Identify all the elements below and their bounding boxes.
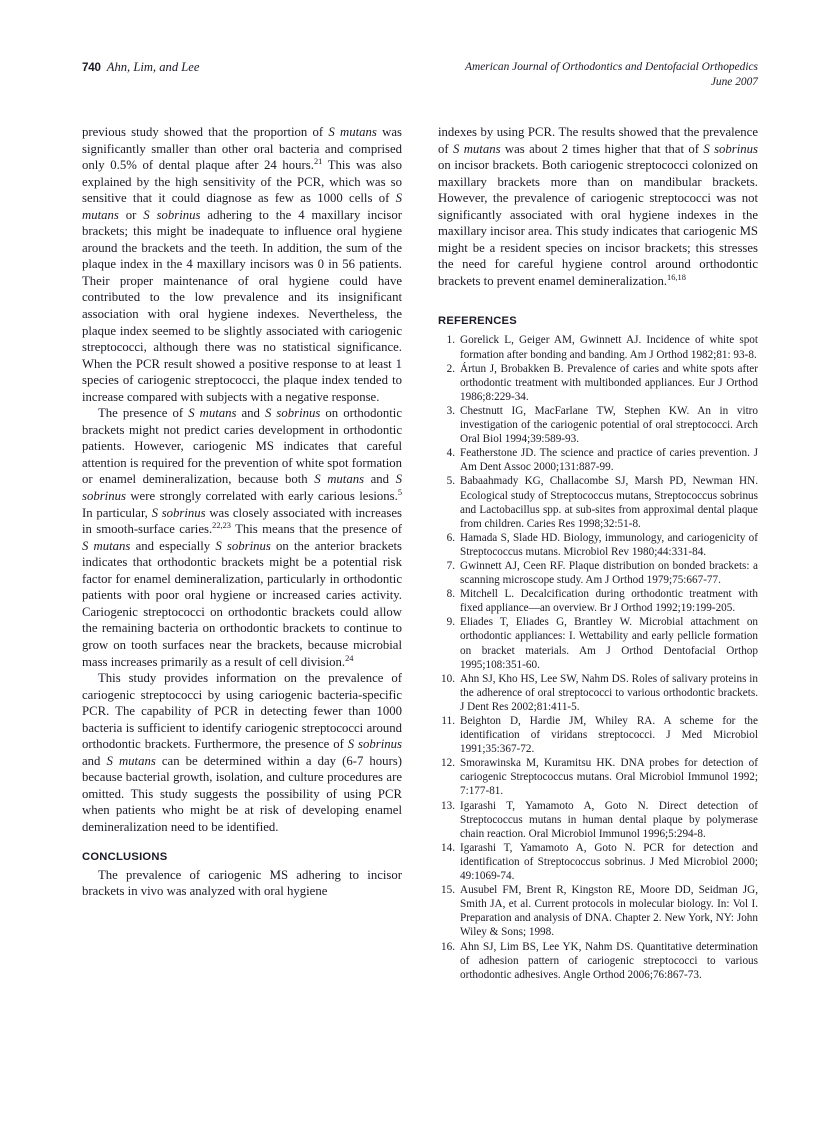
reference-number: 5. [446,475,455,488]
page-number: 740 [82,61,101,74]
reference-text: Beighton D, Hardie JM, Whiley RA. A scheme for the identification of viridans streptococci. J Med Microbiol 1991;35:367-72. [460,715,758,756]
reference-number: 3. [446,404,455,417]
section-heading-conclusions: CONCLUSIONS [82,850,168,863]
reference-text: Mitchell L. Decalcification during orthodontic treatment with fixed appliance—an overview. Br J Orthod 1992;19:199-205. [460,588,758,615]
reference-item [438,404,758,446]
reference-number: 11. [441,715,455,727]
section-heading-references: REFERENCES [438,315,517,328]
reference-item [438,940,758,982]
right-column [438,124,758,982]
reference-number: 4. [446,447,455,460]
reference-text: Smorawinska M, Kuramitsu HK. DNA probes for detection of cariogenic Streptococcus mutans. Oral Microbiol Immunol 1992; 7:177-81. [460,757,758,798]
paragraph: The prevalence of cariogenic MS adhering to incisor brackets in vivo was analyzed with oral hygiene [82,867,402,899]
reference-number: 10. [441,672,455,685]
reference-number: 1. [446,334,455,347]
paragraph: previous study showed that the proportion of S mutans was significantly smaller than other oral bacteria and comprised only 0.5% of dental plaque after 24 hours.$^{21}$ This was also explained by the high sensitivity of the PCR, which was so sensitive that it could diagnose as few as 1000 cells of S mutans or S sobrinus adhering to the 4 maxillary incisor brackets; this might be inadequate to influence oral hygiene around the brackets and the teeth. In addition, the sum of the plaque index in the 4 maxillary incisors was 0 in 56 patients. Their proper maintenance of oral hygiene could have contributed to the low prevalence and its insignificant association with oral hygiene indexes. Nevertheless, the plaque index seemed to be slightly associated with cariogenic streptococci, although there was no statistical significance. When the PCR result showed a positive response to at least 1 species of cariogenic streptococci, the plaque index tended to increase compared with subjects with a negative response. [82,125,402,404]
reference-text: Eliades T, Eliades G, Brantley W. Microbial attachment on orthodontic appliances: I. Wettability and early pellicle formation on bracket materials. Am J Orthod Dentofacial Orthop 1995;108:351-60. [460,616,758,671]
reference-number: 14. [441,841,455,854]
reference-number: 7. [446,559,455,572]
reference-item [438,587,758,615]
reference-text: Ausubel FM, Brent R, Kingston RE, Moore DD, Seidman JG, Smith JA, et al. Current protocols in molecular biology. In: Vol I. Preparation and analysis of DNA. Chapter 2. New York, NY: John Wiley & Sons; 1998. [460,884,758,939]
paragraph: indexes by using PCR. The results showed that the prevalence of S mutans was about 2 times higher that that of S sobrinus on incisor brackets. Both cariogenic streptococci colonized on maxillary brackets more than on mandibular brackets. However, the prevalence of cariogenic streptococci was not significantly associated with oral hygiene indexes in the maxillary incisor area. This study indicates that cariogenic MS might be a resident species on incisor brackets; this stresses the need for careful hygiene control around orthodontic brackets to prevent enamel demineralization.$^{16,18}$ [438,125,759,288]
reference-text: Ártun J, Brobakken B. Prevalence of caries and white spots after orthodontic treatment with multibonded appliances. Eur J Orthod 1986;8:229-34. [460,362,758,403]
reference-item [438,756,758,798]
paragraph: The presence of S mutans and S sobrinus on orthodontic brackets might not predict caries development in orthodontic patients. However, cariogenic MS indicates that careful attention is required for the prevention of white spot formation or enamel demineralization, because both S mutans and S sobrinus were strongly correlated with early carious lesions.$^5$ In particular, S sobrinus was closely associated with increases in smooth-surface caries.$^{22,23}$ This means that the presence of S mutans and especially S sobrinus on the anterior brackets indicates that orthodontic brackets might be a potential risk factor for enamel demineralization, particularly in orthodontic patients with poor oral hygiene or increased caries activity. Cariogenic streptococci on orthodontic brackets could allow the remaining bacteria on orthodontic brackets to continue to grow on tooth surfaces near the brackets, because microbial mass increases primarily as a result of cell division.$^{24}$ [82,406,403,669]
journal-title: American Journal of Orthodontics and Dentofacial Orthopedics [465,61,758,73]
reference-item [438,841,758,883]
reference-item [438,559,758,587]
reference-item [438,531,758,559]
running-head-left [82,60,199,75]
reference-number: 2. [446,362,455,375]
reference-item [438,615,758,671]
reference-number: 13. [441,799,455,812]
reference-item [438,714,758,756]
reference-text: Featherstone JD. The science and practice of caries prevention. J Am Dent Assoc 2000;131:887-99. [460,447,758,474]
running-head-right [465,60,758,89]
reference-item [438,474,758,530]
reference-number: 12. [441,757,455,770]
reference-item [438,883,758,939]
running-head [82,60,758,94]
reference-item [438,799,758,841]
reference-number: 16. [441,940,455,953]
reference-text: Gwinnett AJ, Ceen RF. Plaque distribution on bonded brackets: a scanning microscope study. Am J Orthod 1979;75:667-77. [460,559,758,587]
paragraph: This study provides information on the prevalence of cariogenic streptococci by using cariogenic bacteria-specific PCR. The capability of PCR in detecting fewer than 1000 bacteria is sufficient to identify cariogenic streptococci around orthodontic brackets. Furthermore, the presence of S sobrinus and S mutans can be determined within a day (6-7 hours) because bacterial growth, isolation, and culture procedures are omitted. This study suggests the possibility of using PCR when patients who might be at risk of developing enamel demineralization need to be identified. [82,671,402,834]
reference-item [438,446,758,474]
reference-text: Ahn SJ, Lim BS, Lee YK, Nahm DS. Quantitative determination of adhesion pattern of cariogenic streptococci to various orthodontic adhesives. Angle Orthod 2006;76:867-73. [460,940,758,981]
reference-number: 8. [446,588,455,601]
running-head-authors: Ahn, Lim, and Lee [106,60,200,74]
reference-item [438,333,758,361]
reference-text: Igarashi T, Yamamoto A, Goto N. Direct detection of Streptococcus mutans in human dental plaque by polymerase chain reaction. Oral Microbiol Immunol 1996;5:294-8. [460,799,758,840]
reference-text: Hamada S, Slade HD. Biology, immunology, and cariogenicity of Streptococcus mutans. Microbiol Rev 1980;44:331-84. [460,531,758,558]
reference-item [438,672,758,714]
issue-date: June 2007 [710,75,758,88]
reference-list [438,333,758,981]
reference-number: 6. [446,531,455,544]
reference-text: Gorelick L, Geiger AM, Gwinnett AJ. Incidence of white spot formation after bonding and banding. Am J Orthod 1982;81: 93-8. [460,334,758,361]
reference-number: 9. [446,616,455,629]
reference-number: 15. [441,884,455,897]
reference-text: Babaahmady KG, Challacombe SJ, Marsh PD, Newman HN. Ecological study of Streptococcus mutans, Streptococcus sobrinus and Lactobacillus spp. at sub-sites from approximal dental plaque from children. Caries Res 1998;32:51-8. [460,475,758,530]
reference-text: Igarashi T, Yamamoto A, Goto N. PCR for detection and identification of Streptococcus sobrinus. J Med Microbiol 2000; 49:1069-74. [460,841,758,883]
left-column [82,124,402,900]
reference-item [438,362,758,404]
reference-text: Ahn SJ, Kho HS, Lee SW, Nahm DS. Roles of salivary proteins in the adherence of oral streptococci to various orthodontic brackets. J Dent Res 2002;81:411-5. [460,672,758,713]
reference-text: Chestnutt IG, MacFarlane TW, Stephen KW. An in vitro investigation of the cariogenic potential of oral streptococci. Arch Oral Biol 1994;39:589-93. [460,404,758,446]
